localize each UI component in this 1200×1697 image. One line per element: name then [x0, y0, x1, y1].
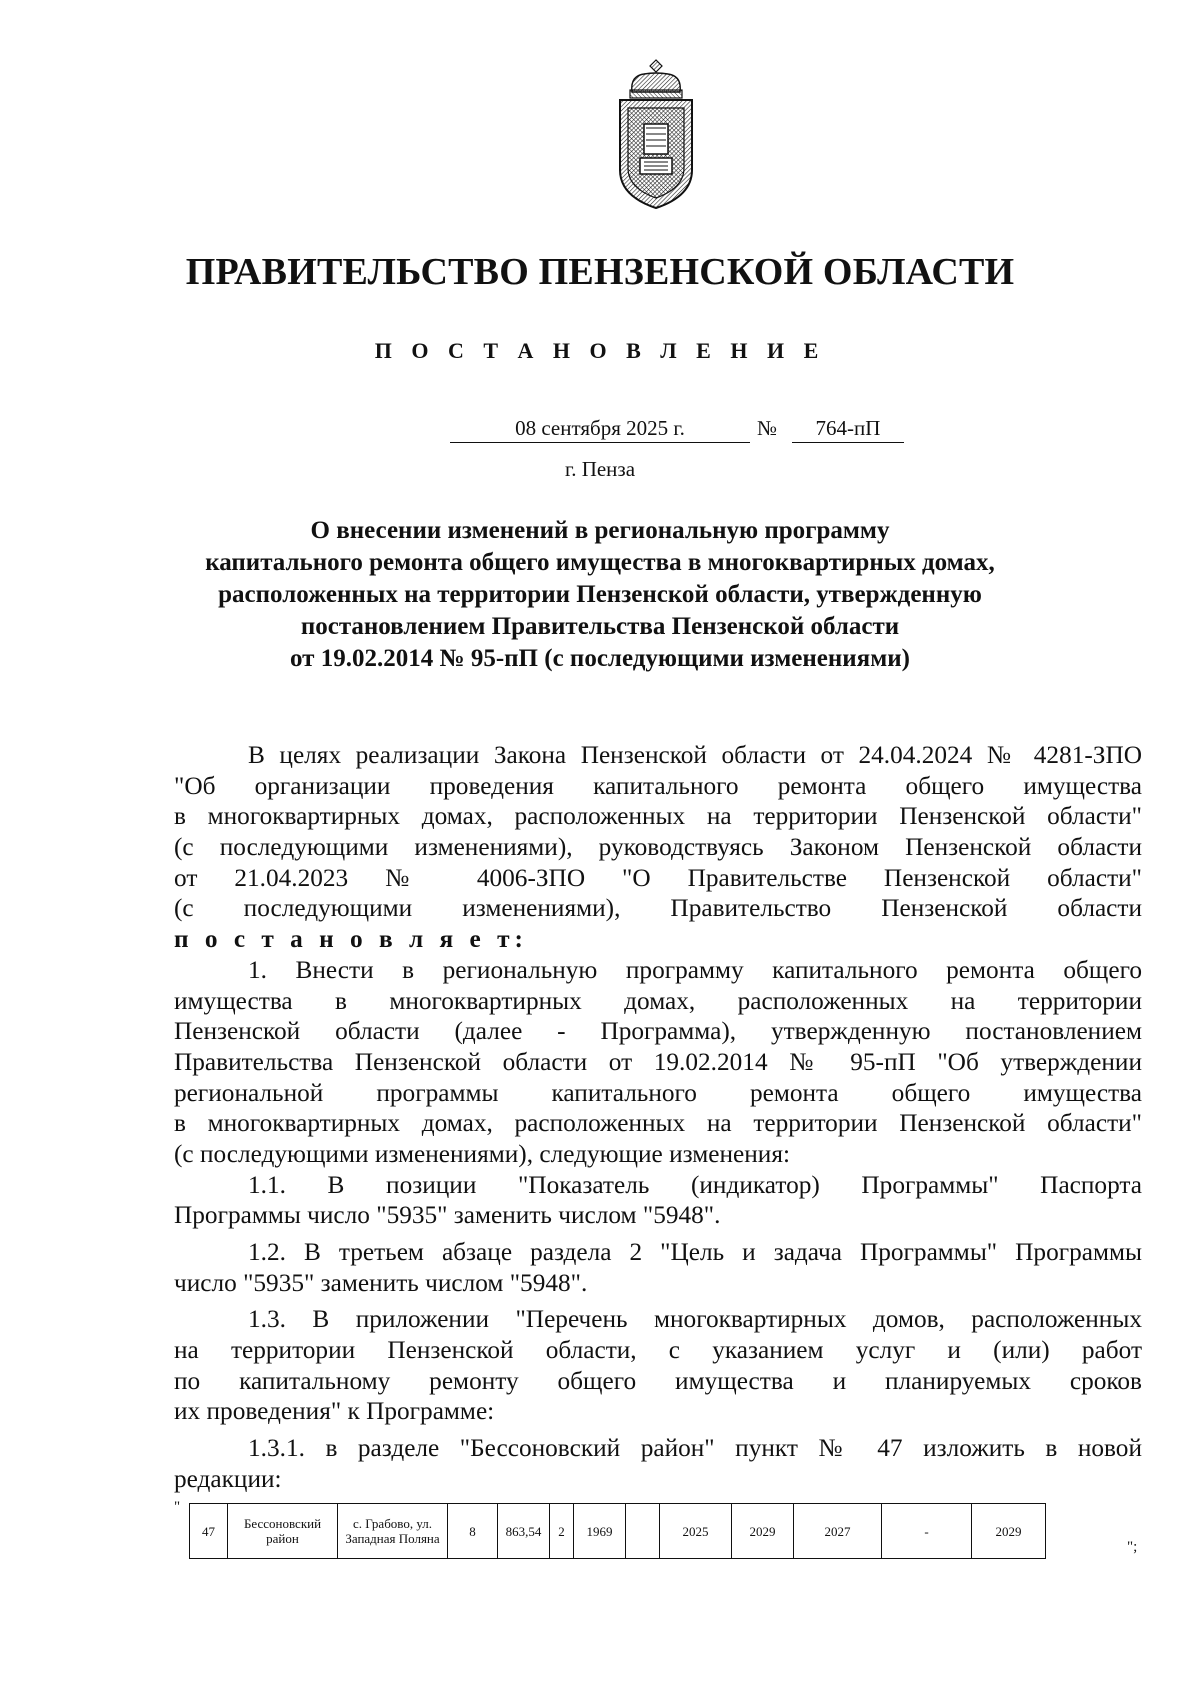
city-name: г. Пенза [564, 457, 636, 481]
program-table [189, 1503, 1046, 1559]
body-line: редакции: [174, 1464, 282, 1493]
cell-dash: - [882, 1504, 972, 1559]
cell-floors: 8 [448, 1504, 498, 1559]
cell-district: Бессоновский район [228, 1504, 338, 1559]
body-line: число "5935" заменить числом "5948". [174, 1268, 588, 1297]
body-line: Пензенской области (далее - Программа), утвержденную постановлением [174, 1017, 1142, 1046]
body-line: их проведения" к Программе: [174, 1397, 495, 1426]
body-line: в многоквартирных домах, расположенных на территории Пензенской области" [174, 1109, 1142, 1138]
table-row [190, 1504, 1046, 1559]
cell-year-built: 1969 [574, 1504, 626, 1559]
cell-year: 2029 [732, 1504, 794, 1559]
cell-entrances: 2 [550, 1504, 574, 1559]
cell-empty [626, 1504, 660, 1559]
program-table-block [174, 1499, 1138, 1563]
body-line [174, 924, 1142, 955]
cell-address: с. Грабово, ул. Западная Поляна [338, 1504, 448, 1559]
coat-of-arms-emblem [610, 58, 702, 214]
document-body [174, 740, 1142, 1495]
document-subject [120, 515, 1080, 675]
document-number: 764-пП [792, 416, 904, 443]
body-line: 1.3.1. в разделе "Бессоновский район" пункт № 47 изложить в новой [248, 1434, 1142, 1463]
body-line: 1.3. В приложении "Перечень многоквартирных домов, расположенных [248, 1305, 1142, 1334]
subject-line: постановлением Правительства Пензенской области [300, 613, 900, 640]
body-line: (с последующими изменениями), Правительство Пензенской области [174, 894, 1142, 923]
body-line: имущества в многоквартирных домах, расположенных на территории [174, 986, 1142, 1015]
number-sign: № [757, 416, 778, 440]
cell-number: 47 [190, 1504, 228, 1559]
body-line: Программы число "5935" заменить числом "5948". [174, 1201, 721, 1230]
cell-area: 863,54 [498, 1504, 550, 1559]
document-date: 08 сентября 2025 г. [450, 416, 750, 443]
subject-line: от 19.02.2014 № 95-пП (с последующими изменениями) [290, 645, 910, 672]
table-open-quote: " [174, 1499, 181, 1515]
government-title: ПРАВИТЕЛЬСТВО ПЕНЗЕНСКОЙ ОБЛАСТИ [185, 251, 1015, 293]
body-line: 1.2. В третьем абзаце раздела 2 "Цель и задача Программы" Программы [248, 1238, 1142, 1266]
body-line: (с последующими изменениями), следующие изменения: [174, 1139, 790, 1168]
document-type-heading: П О С Т А Н О В Л Е Н И Е [374, 338, 826, 363]
table-close-quote: "; [1127, 1539, 1138, 1555]
body-line: 1.1. В позиции "Показатель (индикатор) Программы" Паспорта [248, 1170, 1142, 1199]
body-line: Правительства Пензенской области от 19.02.2014 № 95-пП "Об утверждении [174, 1047, 1142, 1076]
subject-line: О внесении изменений в региональную программу [310, 517, 890, 544]
body-line: В целях реализации Закона Пензенской области от 24.04.2024 № 4281-ЗПО [248, 741, 1142, 769]
body-line: по капитальному ремонту общего имущества и планируемых сроков [174, 1366, 1142, 1395]
body-line: от 21.04.2023 № 4006-ЗПО "О Правительстве Пензенской области" [174, 863, 1142, 892]
subject-line: капитального ремонта общего имущества в многоквартирных домах, [205, 549, 995, 576]
body-line: в многоквартирных домах, расположенных на территории Пензенской области" [174, 802, 1142, 831]
body-line: "Об организации проведения капитального ремонта общего имущества [174, 771, 1142, 800]
body-line: (с последующими изменениями), руководствуясь Законом Пензенской области [174, 833, 1142, 862]
body-line: региональной программы капитального ремонта общего имущества [174, 1078, 1142, 1107]
date-number-line [0, 416, 1200, 448]
cell-year: 2029 [972, 1504, 1046, 1559]
body-line: на территории Пензенской области, с указанием услуг и (или) работ [174, 1336, 1142, 1365]
cell-year: 2025 [660, 1504, 732, 1559]
body-line: 1. Внести в региональную программу капитального ремонта общего [248, 955, 1142, 984]
resolves-word: п о с т а н о в л я е т: [174, 925, 528, 954]
cell-year: 2027 [794, 1504, 882, 1559]
subject-line: расположенных на территории Пензенской области, утвержденную [218, 581, 982, 608]
